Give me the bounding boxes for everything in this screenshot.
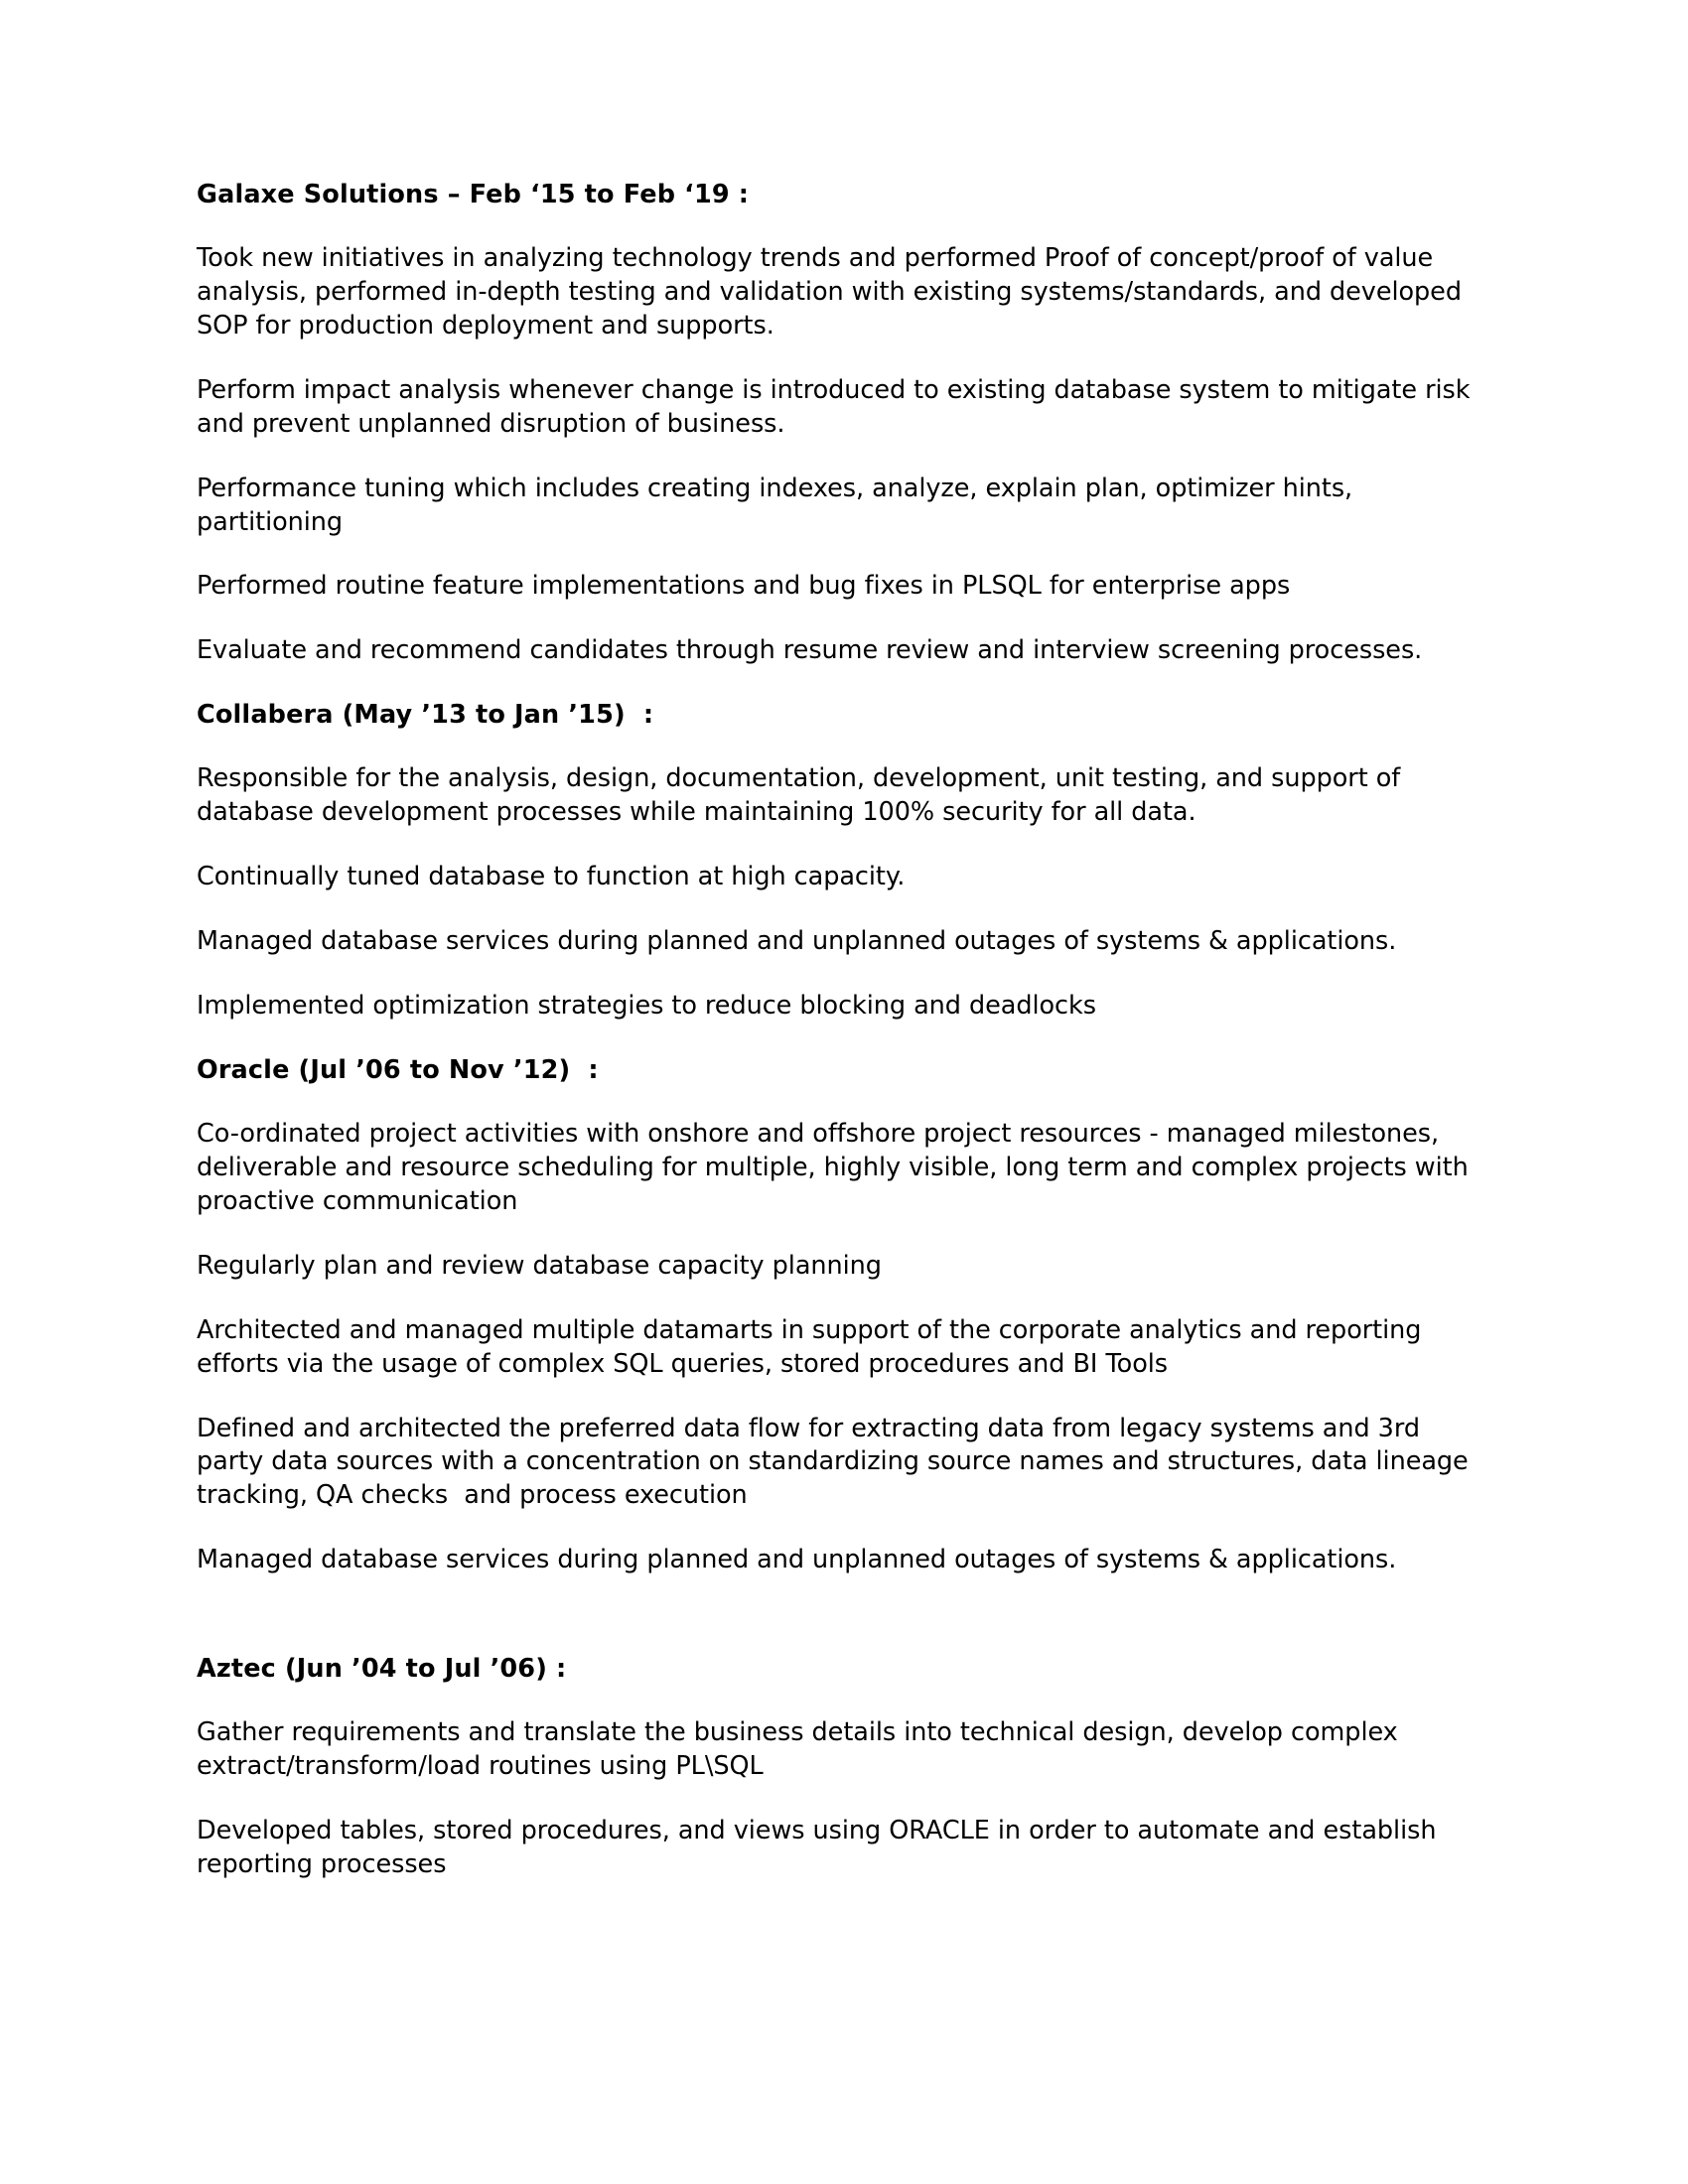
job-bullet-collabera-4: Implemented optimization strategies to reduce blocking and deadlocks (197, 991, 1096, 1022)
job-section-galaxe (197, 179, 1482, 668)
job-bullet-galaxe-1: Took new initiatives in analyzing technology trends and performed Proof of concept/proof of value analysis, performed in-depth testing and validation with existing systems/standards, and developed SOP for production deployment and supports. (197, 243, 1471, 341)
job-bullet-collabera-1: Responsible for the analysis, design, documentation, development, unit testing, and support of database development processes while maintaining 100% security for all data. (197, 763, 1409, 828)
job-section-collabera (197, 699, 1482, 1024)
job-section-oracle (197, 1054, 1482, 1653)
job-bullet-collabera-2: Continually tuned database to function at high capacity. (197, 862, 906, 892)
job-bullet-aztec-1: Gather requirements and translate the business details into technical design, develop complex extract/transform/load routines using PL\SQL (197, 1717, 1406, 1782)
job-heading-oracle: Oracle (Jul ’06 to Nov ’12) : (197, 1054, 599, 1085)
job-heading-galaxe: Galaxe Solutions – Feb ‘15 to Feb ‘19 : (197, 180, 750, 209)
job-bullet-aztec-2: Developed tables, stored procedures, and views using ORACLE in order to automate and establish reporting processes (197, 1816, 1445, 1880)
job-bullet-galaxe-5: Evaluate and recommend candidates through resume review and interview screening processes. (197, 635, 1423, 666)
job-bullet-oracle-1: Co-ordinated project activities with onshore and offshore project resources - managed milestones, deliverable and resource scheduling for multiple, highly visible, long term and complex projects with proactive communication (197, 1119, 1477, 1216)
job-heading-collabera: Collabera (May ’13 to Jan ’15) : (197, 700, 654, 731)
job-bullet-galaxe-3: Performance tuning which includes creating indexes, analyze, explain plan, optimizer hints, partitioning (197, 473, 1361, 537)
document-body (197, 179, 1482, 1913)
job-bullet-oracle-5: Managed database services during planned and unplanned outages of systems & applications. (197, 1545, 1397, 1575)
job-bullet-galaxe-4: Performed routine feature implementations and bug fixes in PLSQL for enterprise apps (197, 571, 1291, 602)
job-heading-aztec: Aztec (Jun ’04 to Jul ’06) : (197, 1654, 567, 1685)
job-bullet-galaxe-2: Perform impact analysis whenever change is introduced to existing database system to mitigate risk and prevent unplanned disruption of business. (197, 374, 1478, 439)
job-bullet-collabera-3: Managed database services during planned and unplanned outages of systems & applications. (197, 926, 1397, 957)
job-bullet-oracle-2: Regularly plan and review database capacity planning (197, 1250, 882, 1281)
empty-paragraph-spacer (197, 1608, 1482, 1653)
job-section-aztec (197, 1653, 1482, 1882)
job-bullet-oracle-4: Defined and architected the preferred data flow for extracting data from legacy systems and 3rd party data sources with a concentration on standardizing source names and structures, data lineage tracking, QA checks and process execution (197, 1413, 1477, 1511)
job-bullet-oracle-3: Architected and managed multiple datamarts in support of the corporate analytics and reporting efforts via the usage of complex SQL queries, stored procedures and BI Tools (197, 1314, 1430, 1379)
